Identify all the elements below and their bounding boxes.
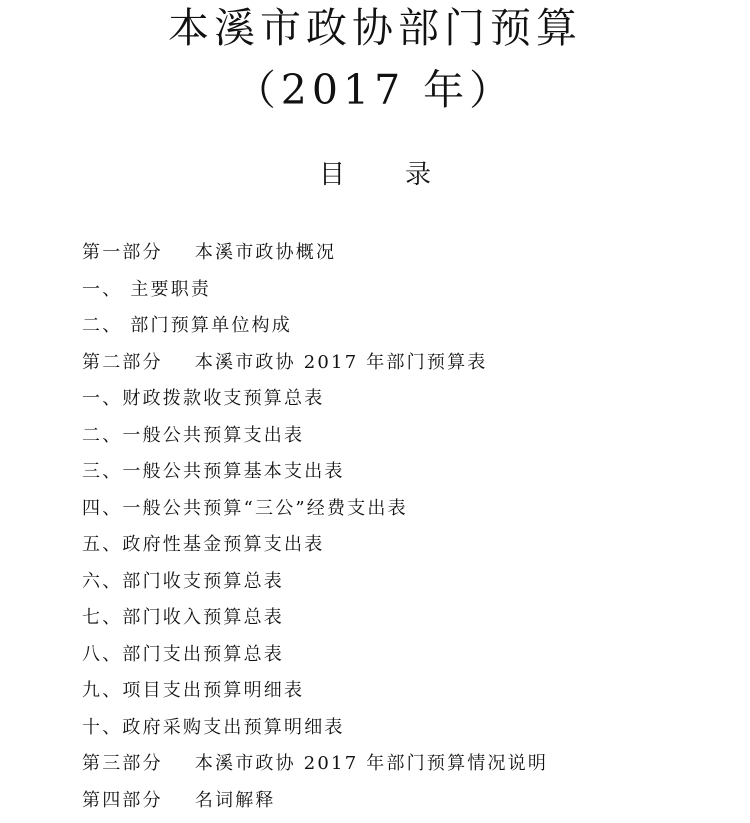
toc-entry[interactable]: 三、一般公共预算基本支出表 bbox=[82, 458, 548, 495]
toc-entry[interactable]: 十、政府采购支出预算明细表 bbox=[82, 714, 548, 751]
table-of-contents bbox=[82, 239, 548, 823]
toc-entry-part-4[interactable] bbox=[82, 787, 548, 823]
toc-entry[interactable]: 八、部门支出预算总表 bbox=[82, 641, 548, 678]
toc-part-prefix: 第二部分 bbox=[82, 352, 163, 373]
toc-part-title: 本溪市政协 2017 年部门预算表 bbox=[195, 352, 488, 373]
toc-part-prefix: 第三部分 bbox=[82, 753, 163, 774]
toc-entry[interactable]: 一、 主要职责 bbox=[82, 276, 548, 313]
toc-entry[interactable]: 二、一般公共预算支出表 bbox=[82, 422, 548, 459]
toc-entry[interactable]: 六、部门收支预算总表 bbox=[82, 568, 548, 605]
toc-entry[interactable]: 七、部门收入预算总表 bbox=[82, 604, 548, 641]
toc-entry-part-1[interactable] bbox=[82, 239, 548, 276]
toc-heading-char-2: 录 bbox=[405, 162, 431, 188]
toc-entry[interactable]: 九、项目支出预算明细表 bbox=[82, 677, 548, 714]
toc-entry-part-2[interactable] bbox=[82, 349, 548, 386]
toc-heading bbox=[0, 162, 750, 188]
toc-part-prefix: 第一部分 bbox=[82, 242, 163, 263]
toc-heading-char-1: 目 bbox=[319, 162, 345, 188]
toc-part-title: 名词解释 bbox=[195, 790, 276, 811]
toc-part-prefix: 第四部分 bbox=[82, 790, 163, 811]
document-year: （2017 年） bbox=[0, 70, 750, 111]
toc-entry[interactable]: 五、政府性基金预算支出表 bbox=[82, 531, 548, 568]
toc-entry[interactable]: 四、一般公共预算“三公”经费支出表 bbox=[82, 495, 548, 532]
toc-part-title: 本溪市政协概况 bbox=[195, 242, 336, 263]
toc-part-title: 本溪市政协 2017 年部门预算情况说明 bbox=[195, 753, 548, 774]
toc-entry[interactable]: 一、财政拨款收支预算总表 bbox=[82, 385, 548, 422]
document-title: 本溪市政协部门预算 bbox=[0, 8, 750, 49]
toc-entry[interactable]: 二、 部门预算单位构成 bbox=[82, 312, 548, 349]
toc-entry-part-3[interactable] bbox=[82, 750, 548, 787]
